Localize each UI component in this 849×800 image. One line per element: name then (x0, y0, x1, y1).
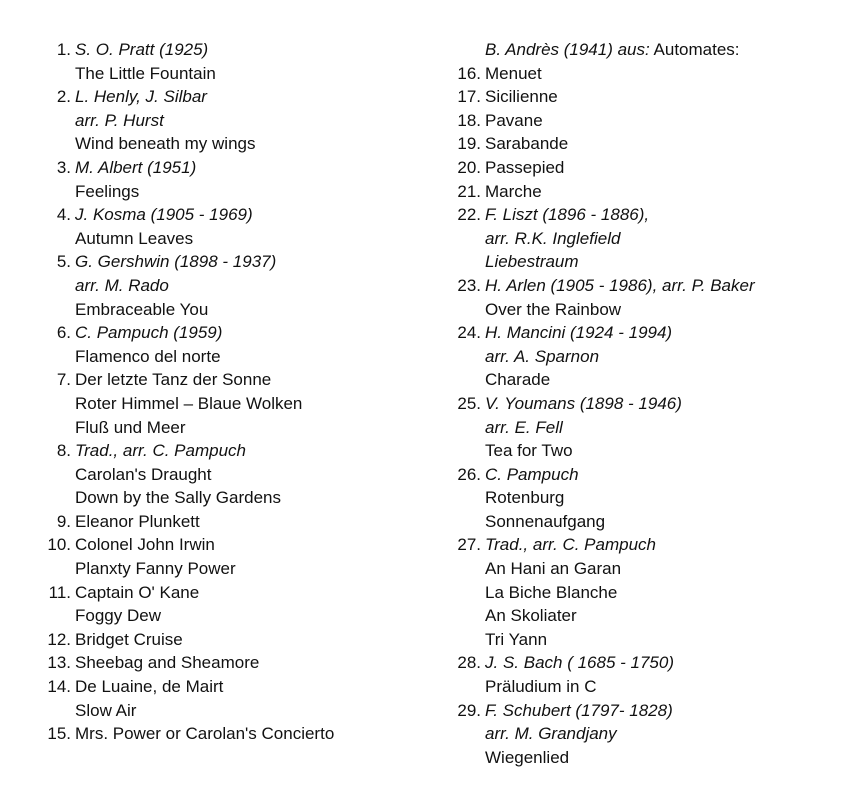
piece-title: Fluß und Meer (75, 417, 186, 437)
entry-text (485, 463, 579, 487)
entry-text (485, 722, 617, 746)
piece-title: Tri Yann (485, 629, 548, 649)
composer-credit: Trad., arr. C. Pampuch (485, 535, 656, 555)
entry-text (75, 463, 211, 487)
piece-title: Bridget Cruise (75, 629, 183, 649)
piece-title: Sicilienne (485, 87, 558, 107)
program-entry-line (452, 533, 842, 557)
piece-title: Automates: (649, 40, 740, 59)
program-entry-line (452, 392, 842, 416)
entry-text (485, 581, 617, 605)
entry-text (485, 651, 674, 675)
entry-number: 1. (56, 40, 71, 59)
entry-text (75, 533, 215, 557)
program-continuation-line (42, 345, 442, 369)
entry-text (485, 132, 568, 156)
piece-title: The Little Fountain (75, 63, 216, 83)
composer-credit: F. Liszt (1896 - 1886), (485, 205, 650, 225)
entry-text (75, 651, 259, 675)
entry-number: 13. (47, 653, 71, 673)
program-column-right (452, 38, 842, 769)
piece-title: Menuet (485, 63, 542, 83)
composer-credit: F. Schubert (1797- 1828) (485, 700, 673, 720)
entry-text (75, 416, 186, 440)
piece-title: Passepied (485, 157, 565, 177)
entry-text (75, 227, 193, 251)
entry-number: 26. (457, 464, 481, 484)
entry-text (485, 227, 620, 251)
entry-text (75, 62, 216, 86)
program-entry-line (42, 38, 442, 62)
entry-text (75, 180, 139, 204)
entry-text (485, 38, 740, 62)
program-continuation-line (452, 38, 842, 62)
program-entry-line (42, 368, 442, 392)
program-continuation-line (452, 298, 842, 322)
program-continuation-line (452, 250, 842, 274)
program-entry-line (42, 510, 442, 534)
program-entry-line (452, 651, 842, 675)
program-continuation-line (42, 392, 442, 416)
entry-number: 19. (457, 134, 481, 154)
piece-title: Sarabande (485, 134, 569, 154)
entry-text (485, 62, 542, 86)
entry-number: 8. (56, 441, 71, 461)
entry-text (485, 510, 605, 534)
entry-text (75, 132, 255, 156)
piece-title: Wind beneath my wings (75, 134, 256, 154)
entry-text (75, 604, 161, 628)
entry-number: 22. (457, 205, 481, 225)
program-entry-line (42, 533, 442, 557)
program-entry-line (452, 203, 842, 227)
program-column-left (42, 38, 442, 746)
entry-text (75, 699, 136, 723)
entry-number: 11. (48, 582, 71, 602)
entry-number: 4. (56, 205, 71, 225)
entry-number: 25. (457, 393, 481, 413)
piece-title: Captain O' Kane (75, 582, 200, 602)
entry-number: 18. (457, 110, 481, 130)
program-continuation-line (452, 604, 842, 628)
composer-credit: H. Arlen (1905 - 1986), arr. P. Baker (485, 275, 755, 295)
program-entry-line (42, 628, 442, 652)
entry-text (485, 557, 621, 581)
piece-title: An Hani an Garan (485, 559, 622, 579)
piece-title: Embraceable You (75, 299, 209, 319)
program-entry-line (452, 699, 842, 723)
composer-credit: C. Pampuch (485, 464, 579, 484)
piece-title: Präludium in C (485, 677, 597, 697)
entry-text (485, 203, 649, 227)
entry-text (75, 345, 221, 369)
entry-text (485, 604, 577, 628)
entry-text (75, 392, 302, 416)
entry-number: 24. (457, 323, 481, 343)
entry-text (75, 486, 281, 510)
entry-text (485, 416, 563, 440)
program-entry-line (42, 85, 442, 109)
entry-text (75, 85, 207, 109)
entry-number: 2. (56, 87, 71, 107)
program-continuation-line (452, 746, 842, 770)
composer-credit: B. Andrès (1941) aus: (485, 40, 650, 59)
entry-text (485, 298, 621, 322)
piece-title: Slow Air (75, 700, 137, 720)
piece-title: Flamenco del norte (75, 346, 221, 366)
entry-number: 9. (56, 511, 71, 531)
composer-credit: J. Kosma (1905 - 1969) (75, 205, 253, 225)
program-entry-line (42, 203, 442, 227)
entry-text (75, 38, 208, 62)
entry-text (75, 510, 200, 534)
program-entry-line (42, 321, 442, 345)
entry-number: 16. (457, 63, 481, 83)
entry-text (485, 486, 564, 510)
entry-number: 6. (56, 323, 71, 343)
entry-number: 29. (457, 700, 481, 720)
entry-number: 12. (47, 629, 71, 649)
composer-credit: V. Youmans (1898 - 1946) (485, 393, 682, 413)
piece-title: Mrs. Power or Carolan's Concierto (75, 724, 335, 744)
piece-title: Sheebag and Sheamore (75, 653, 260, 673)
entry-text (485, 274, 755, 298)
entry-text (75, 439, 246, 463)
program-entry-line (452, 132, 842, 156)
program-continuation-line (42, 604, 442, 628)
entry-text (75, 274, 169, 298)
program-entry-line (452, 180, 842, 204)
piece-title: Eleanor Plunkett (75, 511, 200, 531)
program-continuation-line (42, 557, 442, 581)
piece-title: Charade (485, 370, 551, 390)
program-entry-line (452, 85, 842, 109)
piece-title: Carolan's Draught (75, 464, 212, 484)
program-entry-line (452, 62, 842, 86)
program-continuation-line (42, 699, 442, 723)
piece-title: Roter Himmel – Blaue Wolken (75, 393, 303, 413)
piece-title: Colonel John Irwin (75, 535, 215, 555)
piece-title: Autumn Leaves (75, 228, 194, 248)
composer-credit: J. S. Bach ( 1685 - 1750) (485, 653, 674, 673)
entry-text (75, 675, 223, 699)
entry-text (485, 156, 564, 180)
composer-credit: Trad., arr. C. Pampuch (75, 441, 246, 461)
entry-number: 21. (457, 181, 481, 201)
piece-title: Down by the Sally Gardens (75, 488, 281, 508)
program-continuation-line (42, 132, 442, 156)
composer-credit: H. Mancini (1924 - 1994) (485, 323, 673, 343)
entry-text (485, 368, 550, 392)
entry-number: 17. (457, 87, 481, 107)
entry-number: 27. (457, 535, 481, 555)
program-continuation-line (452, 628, 842, 652)
entry-number: 14. (47, 677, 71, 697)
program-continuation-line (452, 227, 842, 251)
composer-credit: S. O. Pratt (1925) (75, 40, 209, 59)
program-entry-line (42, 675, 442, 699)
program-continuation-line (42, 463, 442, 487)
program-continuation-line (452, 557, 842, 581)
program-continuation-line (42, 416, 442, 440)
composer-credit: arr. P. Hurst (75, 110, 164, 130)
program-continuation-line (452, 439, 842, 463)
piece-title: Sonnenaufgang (485, 511, 606, 531)
program-entry-line (42, 651, 442, 675)
entry-text (485, 533, 656, 557)
composer-credit: arr. E. Fell (485, 417, 563, 437)
program-continuation-line (452, 368, 842, 392)
entry-text (485, 628, 547, 652)
program-entry-line (452, 463, 842, 487)
entry-text (75, 557, 236, 581)
entry-text (75, 156, 196, 180)
composer-credit: arr. R.K. Inglefield (485, 228, 621, 248)
entry-text (75, 321, 222, 345)
entry-number: 28. (457, 653, 481, 673)
program-entry-line (42, 581, 442, 605)
entry-text (485, 109, 543, 133)
entry-text (75, 368, 271, 392)
entry-text (485, 321, 672, 345)
composer-credit: arr. A. Sparnon (485, 346, 600, 366)
piece-title: Feelings (75, 181, 140, 201)
program-continuation-line (452, 510, 842, 534)
entry-text (485, 85, 558, 109)
piece-title: La Biche Blanche (485, 582, 618, 602)
program-continuation-line (42, 109, 442, 133)
program-continuation-line (42, 180, 442, 204)
piece-title: Foggy Dew (75, 606, 161, 626)
composer-credit: L. Henly, J. Silbar (75, 87, 207, 107)
program-entry-line (42, 722, 442, 746)
piece-title: Planxty Fanny Power (75, 559, 236, 579)
program-entry-line (42, 439, 442, 463)
entry-number: 10. (47, 535, 71, 555)
entry-text (75, 109, 164, 133)
program-entry-line (452, 109, 842, 133)
piece-title: Rotenburg (485, 488, 565, 508)
entry-text (485, 250, 579, 274)
composer-credit: C. Pampuch (1959) (75, 323, 223, 343)
program-entry-line (42, 250, 442, 274)
program-entry-line (452, 321, 842, 345)
composer-credit: arr. M. Rado (75, 275, 169, 295)
composer-credit: G. Gershwin (1898 - 1937) (75, 252, 277, 272)
program-continuation-line (452, 722, 842, 746)
entry-text (75, 581, 199, 605)
piece-title: De Luaine, de Mairt (75, 677, 224, 697)
piece-title: Over the Rainbow (485, 299, 622, 319)
program-continuation-line (452, 581, 842, 605)
entry-number: 15. (47, 724, 71, 744)
piece-title: Wiegenlied (485, 747, 570, 767)
composer-credit: Liebestraum (485, 252, 579, 272)
entry-text (75, 203, 253, 227)
entry-number: 23. (457, 275, 481, 295)
program-continuation-line (42, 227, 442, 251)
entry-text (75, 298, 208, 322)
entry-text (75, 250, 276, 274)
entry-text (485, 699, 673, 723)
program-continuation-line (452, 345, 842, 369)
program-continuation-line (42, 298, 442, 322)
entry-text (485, 345, 599, 369)
entry-number: 3. (56, 157, 71, 177)
composer-credit: arr. M. Grandjany (485, 724, 617, 744)
program-entry-line (42, 156, 442, 180)
entry-text (75, 628, 183, 652)
program-entry-line (452, 274, 842, 298)
program-continuation-line (452, 486, 842, 510)
piece-title: Tea for Two (485, 441, 573, 461)
composer-credit: M. Albert (1951) (75, 157, 197, 177)
entry-text (485, 439, 573, 463)
program-continuation-line (42, 62, 442, 86)
entry-number: 5. (56, 252, 71, 272)
entry-number: 20. (457, 157, 481, 177)
program-continuation-line (452, 675, 842, 699)
piece-title: An Skoliater (485, 606, 577, 626)
program-continuation-line (452, 416, 842, 440)
piece-title: Pavane (485, 110, 543, 130)
program-entry-line (452, 156, 842, 180)
entry-text (75, 722, 334, 746)
entry-text (485, 675, 597, 699)
entry-text (485, 392, 682, 416)
entry-text (485, 180, 542, 204)
piece-title: Der letzte Tanz der Sonne (75, 370, 272, 390)
entry-text (485, 746, 569, 770)
program-continuation-line (42, 274, 442, 298)
entry-number: 7. (56, 370, 71, 390)
piece-title: Marche (485, 181, 542, 201)
program-continuation-line (42, 486, 442, 510)
